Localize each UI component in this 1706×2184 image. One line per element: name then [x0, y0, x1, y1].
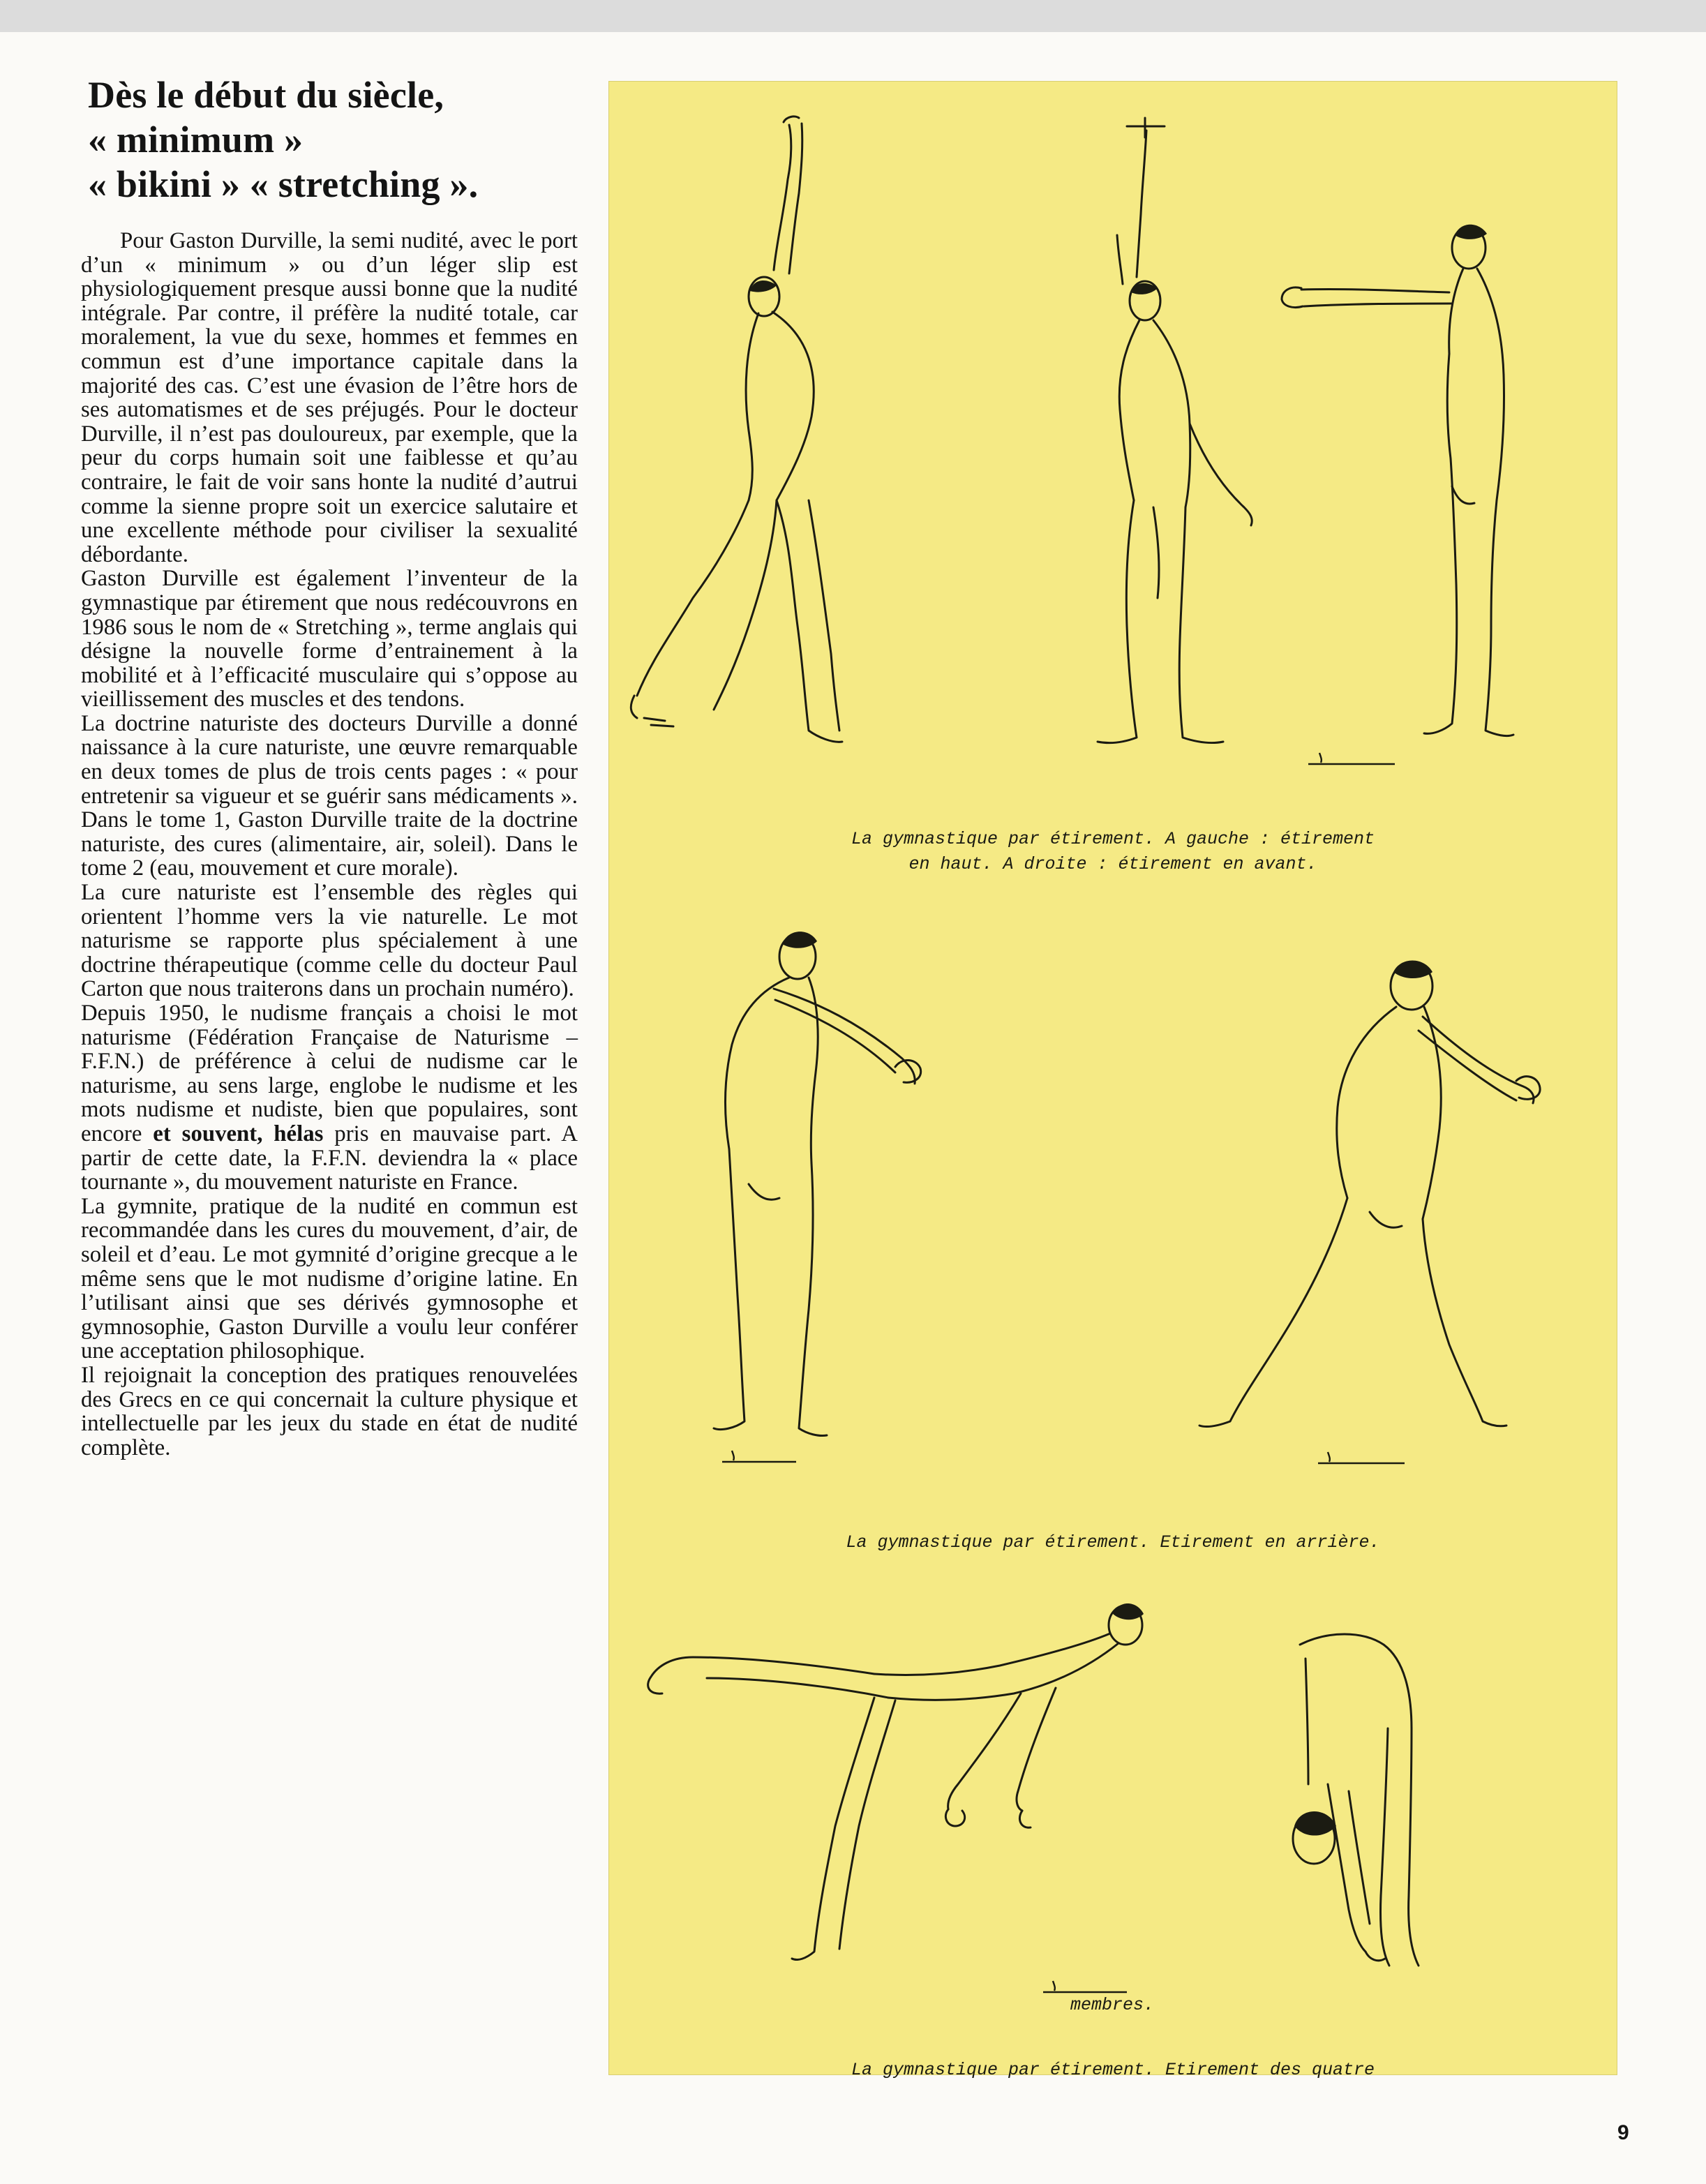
- caption-3: [763, 2058, 1463, 2083]
- signature-4: [1043, 1981, 1127, 1992]
- stretch-up-figure: [631, 117, 842, 742]
- paragraph-definition: La cure naturiste est l’ensemble des règles qui orientent l’homme vers la vie naturelle. Le mot naturisme se rapporte plus spécialement à une doctrine thérapeutique (comme celle du docteur Paul Carton que nous traiterons dans un prochain numéro).: [81, 880, 578, 1002]
- stretch-forward-figure: [1282, 225, 1513, 736]
- ffn-text: Depuis 1950, le nudisme français a choisi le mot naturisme (Fédération Française de Naturisme – F.F.N.) de préférence à celui de nudisme car le naturisme, au sens large, englobe le nudisme et les mots nudisme et nudiste, bien que populaires, sont encore: [81, 1001, 578, 1146]
- page-number: 9: [1617, 2121, 1629, 2144]
- caption-1-line-1: La gymnastique par étirement. A gauche : étirement: [851, 829, 1375, 849]
- caption-1-line-2: en haut. A droite : étirement en avant.: [908, 854, 1317, 874]
- four-limb-figure: [648, 1603, 1144, 1960]
- caption-2: La gymnastique par étirement. Etirement en arrière.: [846, 1532, 1380, 1553]
- paragraph-gymnite: La gymnite, pratique de la nudité en commun est recommandée dans les cures du mouvement, d’air, de soleil et d’eau. Le mot gymnité d’origine grecque a le même sens que le mot nudisme d’origine latine. En l’utilisant ainsi que ses dérivés gymnosophe et gymnosophie, Gaston Durville a voulu leur conférer une acceptation philosophique.: [81, 1193, 578, 1364]
- signature-3: [1318, 1452, 1405, 1463]
- ffn-text-end: pris en mauvaise part. A partir de cette date, la F.F.N. deviendra la « place tournante », du mouvement naturiste en France.: [81, 1121, 578, 1195]
- headline-line-1: Dès le début du siècle,: [88, 74, 444, 116]
- illustrations-canvas: [609, 82, 1617, 2074]
- paragraph-cure-naturiste: La doctrine naturiste des docteurs Durville a donné naissance à la cure naturiste, une œuvre remarquable en deux tomes de plus de trois cents pages : « pour entretenir sa vigueur et se guérir sans médicaments ». Dans le tome 1, Gaston Durville traite de la doctrine naturiste, des cures (alimentaire, air, soleil). Dans le tome 2 (eau, mouvement et cure morale).: [81, 710, 578, 881]
- stretch-back-figure: [714, 932, 921, 1435]
- scan-top-band: [0, 0, 1706, 32]
- signature-2: [722, 1451, 796, 1462]
- forward-bend-figure: [1293, 1634, 1419, 1966]
- stretch-up-figure-2: [1098, 118, 1252, 743]
- caption-3-line-2: membres.: [1070, 1995, 1155, 2015]
- paragraph-stretching: Gaston Durville est également l’inventeur de la gymnastique par étirement que nous redécouvrons en 1986 sous le nom de « Stretching », terme anglais qui désigne la nouvelle forme d’entrainement à la mobilité et à l’efficacité musculaire qui s’oppose au vieillissement des muscles et des tendons.: [81, 566, 578, 712]
- paragraph-semi-nudite: Pour Gaston Durville, la semi nudité, avec le port d’un « minimum » ou d’un léger slip est physiologiquement presque aussi bonne que la nudité intégrale. Par contre, il préfère la nudité totale, car moralement, la vue du sexe, hommes et femmes en commun est d’une importance capitale dans la majorité des cas. C’est une évasion de l’être hors de ses automatismes et de ses préjugés. Pour le docteur Durville, il n’est pas douloureux, par exemple, que la peur du corps humain soit une faiblesse et qu’au contraire, le fait de voir sans honte la nudité d’autrui comme la sienne propre soit un exercice salutaire et une excellente méthode pour civiliser la sexualité débordante.: [81, 228, 578, 567]
- ffn-bold-text: et souvent, hélas: [153, 1121, 324, 1146]
- article-body: [81, 229, 578, 1460]
- article-headline: [88, 73, 590, 207]
- caption-1: [777, 827, 1449, 877]
- caption-3-continued: [762, 1993, 1462, 2018]
- paragraph-ffn: [81, 1001, 578, 1195]
- paragraph-grecs: Il rejoignait la conception des pratiques renouvelées des Grecs en ce qui concernait la culture physique et intellectuelle par les jeux du stade en état de nudité complète.: [81, 1362, 578, 1460]
- headline-line-3: « bikini » « stretching ».: [88, 163, 479, 205]
- headline-line-2: « minimum »: [88, 119, 304, 160]
- caption-3-line-1: La gymnastique par étirement. Etirement des quatre: [851, 2060, 1375, 2080]
- signature-1: [1308, 753, 1395, 764]
- illustration-panel: [608, 81, 1617, 2080]
- stretch-back-figure-2: [1199, 961, 1540, 1427]
